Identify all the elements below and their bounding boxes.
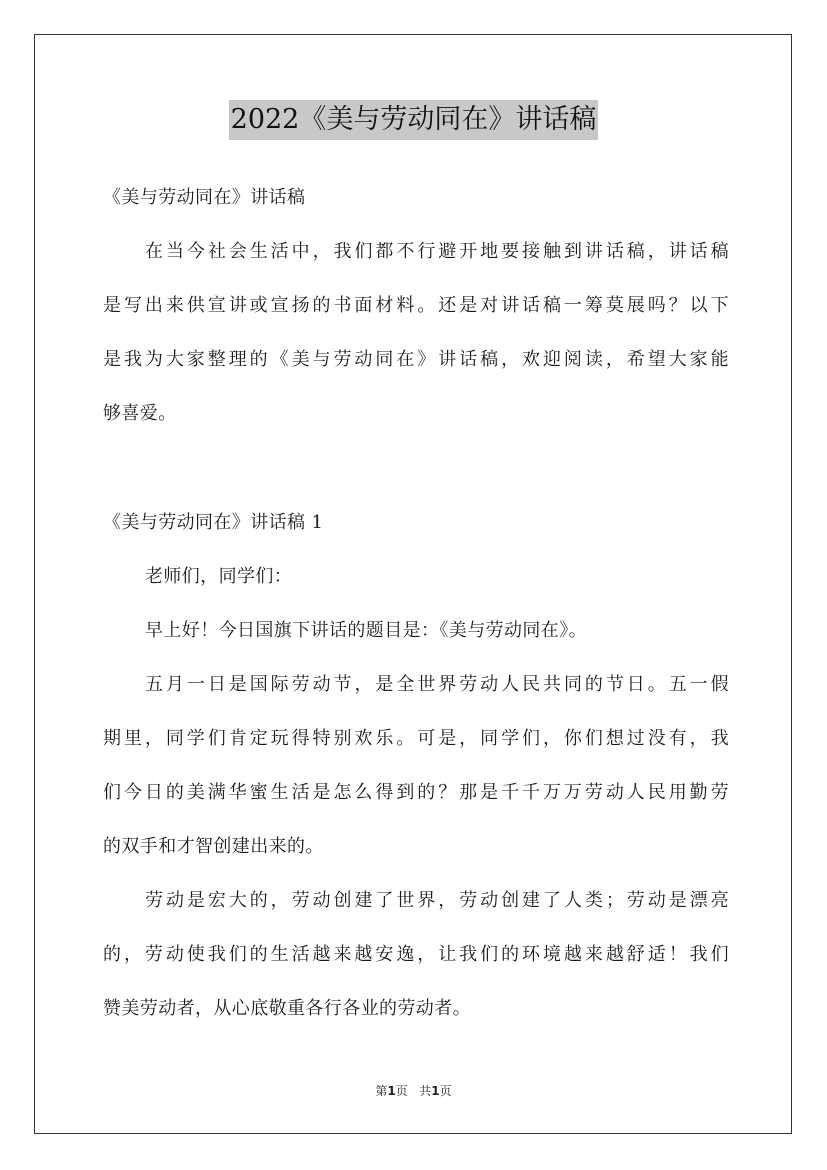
paragraph1-line-2: 期里，同学们肯定玩得特别欢乐。可是，同学们，你们想过没有，我 xyxy=(103,728,729,749)
section-heading: 《美与劳动同在》讲话稿 1 xyxy=(103,512,324,533)
opening-line: 早上好！今日国旗下讲话的题目是：《美与劳动同在》。 xyxy=(145,620,587,641)
document-title: 2022《美与劳动同在》讲话稿 xyxy=(229,100,599,140)
title-container xyxy=(0,100,827,140)
footer-page-prefix: 第 xyxy=(375,1084,388,1098)
intro-line-1: 在当今社会生活中，我们都不行避开地要接触到讲话稿，讲话稿 xyxy=(145,241,729,262)
footer-page-number: 1 xyxy=(387,1084,396,1098)
paragraph1-line-3: 们今日的美满华蜜生活是怎么得到的？那是千千万万劳动人民用勤劳 xyxy=(103,782,729,803)
footer-page-suffix: 页 xyxy=(395,1084,408,1098)
paragraph1-line-1: 五月一日是国际劳动节，是全世界劳动人民共同的节日。五一假 xyxy=(145,674,729,695)
greeting: 老师们，同学们： xyxy=(145,566,293,587)
subtitle: 《美与劳动同在》讲话稿 xyxy=(103,187,306,208)
paragraph2-line-3: 赞美劳动者，从心底敬重各行各业的劳动者。 xyxy=(103,998,471,1019)
footer-total-suffix: 页 xyxy=(439,1084,452,1098)
intro-line-2: 是写出来供宣讲或宣扬的书面材料。还是对讲话稿一筹莫展吗？以下 xyxy=(103,295,729,316)
page-footer xyxy=(0,1082,827,1099)
paragraph2-line-1: 劳动是宏大的，劳动创建了世界，劳动创建了人类；劳动是漂亮 xyxy=(145,890,729,911)
footer-total-prefix: 共 xyxy=(419,1084,432,1098)
footer-total-pages: 1 xyxy=(431,1084,440,1098)
paragraph1-line-4: 的双手和才智创建出来的。 xyxy=(103,836,324,857)
intro-line-3: 是我为大家整理的《美与劳动同在》讲话稿，欢迎阅读，希望大家能 xyxy=(103,349,729,370)
paragraph2-line-2: 的，劳动使我们的生活越来越安逸，让我们的环境越来越舒适！我们 xyxy=(103,944,729,965)
intro-line-4: 够喜爱。 xyxy=(103,403,177,424)
